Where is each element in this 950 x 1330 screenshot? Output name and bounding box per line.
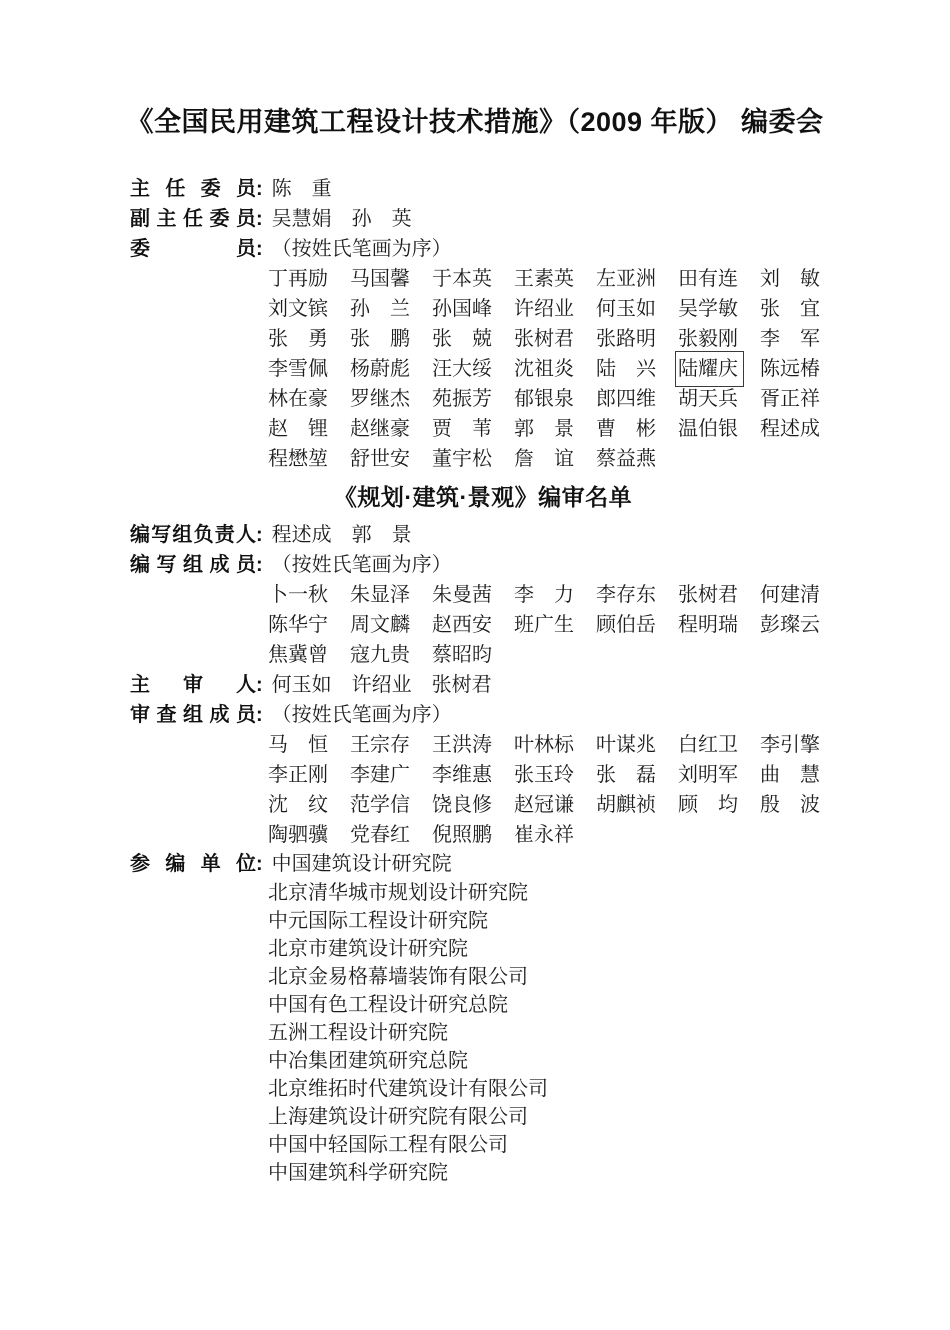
member-names-row [130, 820, 836, 850]
colon: : [256, 208, 263, 230]
member-name: 刘明军 [678, 764, 738, 786]
writing-members-label-row [130, 550, 836, 580]
member-name: 左亚洲 [596, 268, 656, 290]
member-name: 李维惠 [432, 764, 492, 786]
participating-unit: 五洲工程设计研究院 [268, 1022, 448, 1044]
member-names-row [130, 384, 836, 414]
member-name: 舒世安 [350, 448, 410, 470]
chief-reviewer-names: 何玉如 许绍业 张树君 [271, 674, 492, 696]
member-name: 赵冠谦 [514, 794, 574, 816]
member-name: 饶良修 [432, 794, 492, 816]
member-name: 孙 兰 [350, 298, 410, 320]
member-name: 寇九贵 [350, 644, 410, 666]
member-name: 顾 均 [678, 794, 738, 816]
member-name: 程懋堃 [268, 448, 328, 470]
member-name: 温伯银 [678, 418, 738, 440]
member-name: 李 军 [760, 328, 820, 350]
member-name: 郁银泉 [514, 388, 574, 410]
member-name: 罗继杰 [350, 388, 410, 410]
member-name: 李引擎 [760, 734, 820, 756]
member-name: 张路明 [596, 328, 656, 350]
participating-units-row [130, 850, 836, 879]
member-names-row [130, 444, 836, 474]
chair-row [130, 174, 836, 204]
members-sort-note: （按姓氏笔画为序） [271, 238, 452, 260]
member-name: 朱曼茜 [432, 584, 492, 606]
member-name: 张 磊 [596, 764, 656, 786]
member-name: 李建广 [350, 764, 410, 786]
member-name: 郭 景 [514, 418, 574, 440]
member-name: 詹 谊 [514, 448, 574, 470]
member-name: 周文麟 [350, 614, 410, 636]
member-name: 党春红 [350, 824, 410, 846]
member-name: 苑振芳 [432, 388, 492, 410]
member-name: 崔永祥 [514, 824, 574, 846]
member-name: 王洪涛 [432, 734, 492, 756]
member-names-row [130, 324, 836, 354]
writing-lead-names: 程述成 郭 景 [271, 524, 412, 546]
member-name: 李存东 [596, 584, 656, 606]
participating-unit: 中国建筑设计研究院 [271, 853, 452, 875]
colon: : [256, 674, 263, 696]
member-name: 胡麒祯 [596, 794, 656, 816]
member-names-row [130, 264, 836, 294]
writing-members-label: 编写组成员 [130, 554, 256, 576]
member-name: 胡天兵 [678, 388, 738, 410]
review-members-label-row [130, 700, 836, 730]
member-names-row [130, 580, 836, 610]
page-title: 《全国民用建筑工程设计技术措施》（2009 年版） 编委会 [126, 107, 824, 137]
member-name: 刘 敏 [760, 268, 820, 290]
member-name: 张树君 [678, 584, 738, 606]
participating-units-list [130, 879, 836, 1187]
member-name: 张树君 [514, 328, 574, 350]
review-members-sort-note: （按姓氏笔画为序） [271, 704, 452, 726]
colon: : [256, 178, 263, 200]
members-label: 委员 [130, 238, 256, 260]
member-name: 刘文镔 [268, 298, 328, 320]
colon: : [256, 524, 263, 546]
member-name: 董宇松 [432, 448, 492, 470]
vice-chair-names: 吴慧娟 孙 英 [271, 208, 412, 230]
member-names-row [130, 294, 836, 324]
member-name: 班广生 [514, 614, 574, 636]
member-names-row [130, 760, 836, 790]
writing-lead-label: 编写组负责人 [130, 524, 256, 546]
member-names-row [130, 610, 836, 640]
member-name: 于本英 [432, 268, 492, 290]
review-members-grid [130, 730, 836, 850]
review-section-heading: 《规划·建筑·景观》编审名单 [333, 484, 633, 510]
member-name: 张 宜 [760, 298, 820, 320]
member-name: 何玉如 [596, 298, 656, 320]
review-members-label: 审查组成员 [130, 704, 256, 726]
participating-units-label: 参编单位 [130, 853, 256, 875]
participating-unit: 中冶集团建筑研究总院 [268, 1050, 468, 1072]
member-name: 胥正祥 [760, 388, 820, 410]
member-name: 陆 兴 [596, 358, 656, 380]
member-name: 郎四维 [596, 388, 656, 410]
member-name: 殷 波 [760, 794, 820, 816]
member-name: 王宗存 [350, 734, 410, 756]
member-name: 赵 锂 [268, 418, 328, 440]
participating-unit: 北京市建筑设计研究院 [268, 938, 468, 960]
member-name: 陈远椿 [760, 358, 820, 380]
colon: : [256, 704, 263, 726]
participating-unit: 中元国际工程设计研究院 [268, 910, 488, 932]
member-name: 张毅刚 [678, 328, 738, 350]
member-name: 陶驷骥 [268, 824, 328, 846]
member-name: 李雪佩 [268, 358, 328, 380]
member-name: 张 兢 [432, 328, 492, 350]
member-name: 叶林标 [514, 734, 574, 756]
chief-reviewer-row [130, 670, 836, 700]
member-name: 王素英 [514, 268, 574, 290]
participating-unit: 北京金易格幕墙装饰有限公司 [268, 966, 528, 988]
vice-chair-row [130, 204, 836, 234]
member-name: 李正刚 [268, 764, 328, 786]
chair-names: 陈 重 [271, 178, 332, 200]
colon: : [256, 853, 263, 875]
member-name: 丁再励 [268, 268, 328, 290]
member-name: 马国馨 [350, 268, 410, 290]
vice-chair-label: 副主任委员 [130, 208, 256, 230]
member-name: 卜一秋 [268, 584, 328, 606]
member-name: 曲 慧 [760, 764, 820, 786]
member-name: 马 恒 [268, 734, 328, 756]
member-name: 彭璨云 [760, 614, 820, 636]
member-name: 张玉玲 [514, 764, 574, 786]
member-names-row [130, 790, 836, 820]
member-names-row [130, 640, 836, 670]
member-name: 汪大绥 [432, 358, 492, 380]
member-name: 程明瑞 [678, 614, 738, 636]
member-name-boxed: 陆耀庆 [678, 354, 741, 384]
member-name: 林在豪 [268, 388, 328, 410]
member-name: 贾 苇 [432, 418, 492, 440]
member-name: 顾伯岳 [596, 614, 656, 636]
member-name: 杨蔚彪 [350, 358, 410, 380]
participating-unit: 上海建筑设计研究院有限公司 [268, 1106, 528, 1128]
chair-label: 主任委员 [130, 178, 256, 200]
participating-unit: 中国建筑科学研究院 [268, 1162, 448, 1184]
member-name: 曹 彬 [596, 418, 656, 440]
member-name: 孙国峰 [432, 298, 492, 320]
member-name: 张 勇 [268, 328, 328, 350]
member-name: 白红卫 [678, 734, 738, 756]
committee-members-grid [130, 264, 836, 474]
writing-members-grid [130, 580, 836, 670]
member-name: 吴学敏 [678, 298, 738, 320]
member-name: 沈 纹 [268, 794, 328, 816]
colon: : [256, 554, 263, 576]
writing-members-sort-note: （按姓氏笔画为序） [271, 554, 452, 576]
members-label-row [130, 234, 836, 264]
participating-unit: 北京清华城市规划设计研究院 [268, 882, 528, 904]
member-name: 焦冀曾 [268, 644, 328, 666]
participating-unit: 中国中轻国际工程有限公司 [268, 1134, 508, 1156]
writing-lead-row [130, 520, 836, 550]
member-name: 张 鹏 [350, 328, 410, 350]
page-content [130, 174, 836, 1187]
member-name: 蔡益燕 [596, 448, 656, 470]
colon: : [256, 238, 263, 260]
member-name: 李 力 [514, 584, 574, 606]
member-names-row [130, 730, 836, 760]
member-name: 朱显泽 [350, 584, 410, 606]
member-name: 陈华宁 [268, 614, 328, 636]
member-name: 叶谋兆 [596, 734, 656, 756]
member-name: 何建清 [760, 584, 820, 606]
participating-unit: 北京维拓时代建筑设计有限公司 [268, 1078, 548, 1100]
member-names-row [130, 414, 836, 444]
member-name: 程述成 [760, 418, 820, 440]
member-name: 倪照鹏 [432, 824, 492, 846]
member-name: 赵西安 [432, 614, 492, 636]
member-name: 许绍业 [514, 298, 574, 320]
member-name: 范学信 [350, 794, 410, 816]
member-name: 蔡昭昀 [432, 644, 492, 666]
member-name: 田有连 [678, 268, 738, 290]
member-name: 沈祖炎 [514, 358, 574, 380]
member-names-row [130, 354, 836, 384]
participating-unit: 中国有色工程设计研究总院 [268, 994, 508, 1016]
chief-reviewer-label: 主审人 [130, 674, 256, 696]
member-name: 赵继豪 [350, 418, 410, 440]
